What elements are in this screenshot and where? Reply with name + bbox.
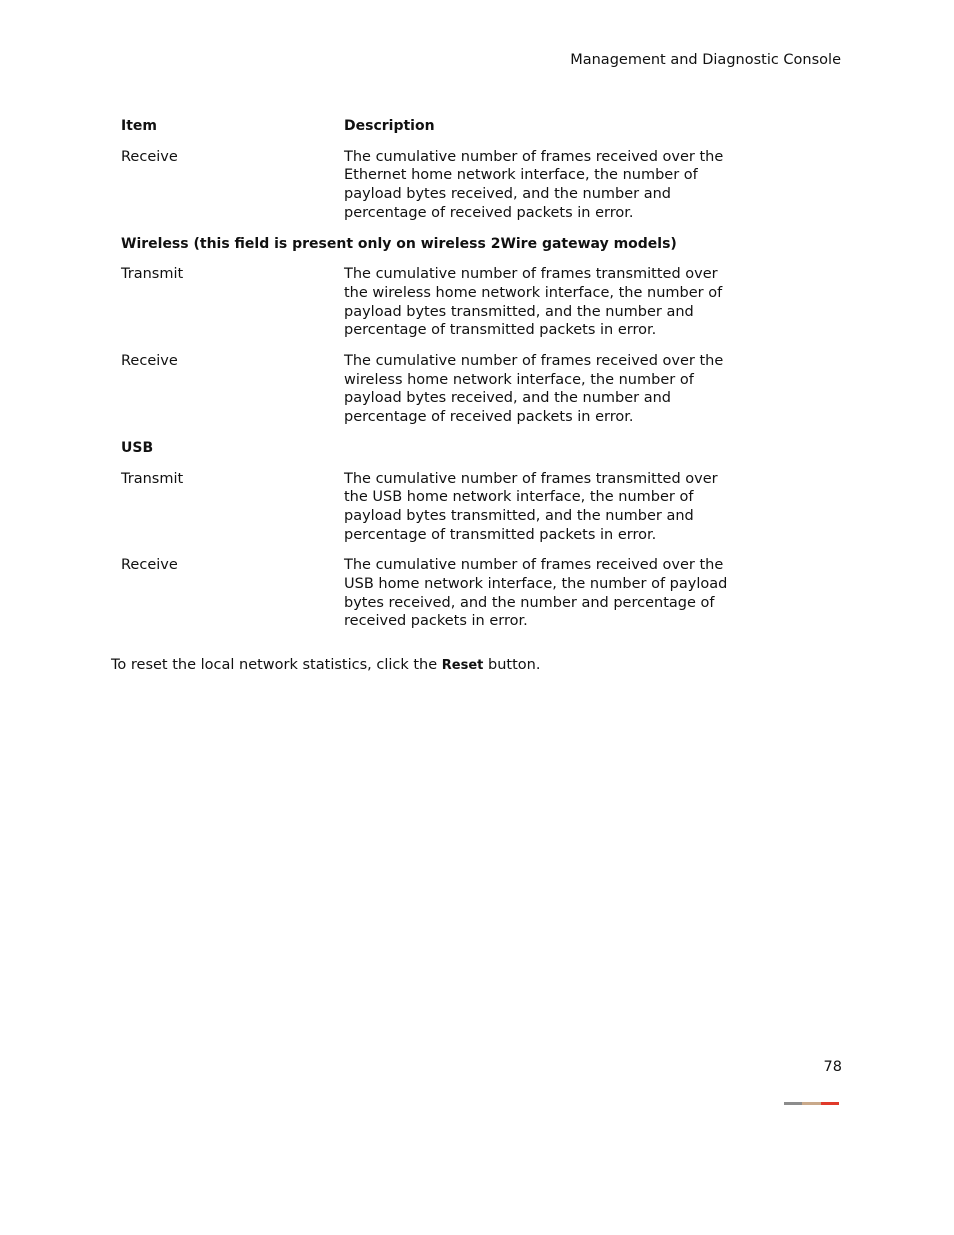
row-item-label: Receive: [121, 353, 178, 370]
row-description: The cumulative number of frames received over the USB home network interface, the number of payload bytes received, and the number and percentage of received packets in error.: [344, 557, 728, 630]
row-description: The cumulative number of frames transmitted over the wireless home network interface, the number of payload bytes transmitted, and the number and percentage of transmitted packets in error.: [344, 266, 723, 339]
page-number: 78: [823, 1059, 842, 1075]
reset-instruction-text-before: To reset the local network statistics, click the: [111, 657, 442, 673]
row-item-label: Receive: [121, 557, 178, 574]
row-item-label: Transmit: [121, 266, 184, 283]
bar-segment-tan: [802, 1102, 820, 1105]
section-heading-usb: USB: [121, 439, 154, 456]
decorative-color-bar: [784, 1102, 839, 1105]
bar-segment-gray: [784, 1102, 802, 1105]
table-row: [121, 148, 751, 223]
column-header-description: Description: [344, 118, 435, 134]
reset-instruction-text-after: button.: [483, 657, 541, 673]
section-heading-wireless: Wireless (this field is present only on wireless 2Wire gateway models): [121, 235, 677, 252]
column-header-item: Item: [121, 118, 157, 134]
reset-instruction: [111, 657, 540, 673]
row-item-label: Receive: [121, 148, 178, 165]
table-row: [121, 470, 751, 545]
table-header-row: [121, 117, 751, 136]
row-description: The cumulative number of frames received over the wireless home network interface, the number of payload bytes received, and the number and percentage of received packets in error.: [344, 353, 724, 426]
table-row: [121, 352, 751, 427]
table-row: [121, 265, 751, 340]
statistics-table: [121, 117, 751, 643]
row-description: The cumulative number of frames received over the Ethernet home network interface, the number of payload bytes received, and the number and percentage of received packets in error.: [344, 148, 724, 221]
row-item-label: Transmit: [121, 470, 184, 487]
page-header-title: Management and Diagnostic Console: [570, 52, 841, 68]
reset-button-reference: Reset: [441, 658, 484, 673]
table-row: [121, 556, 751, 631]
bar-segment-red: [821, 1102, 839, 1105]
row-description: The cumulative number of frames transmitted over the USB home network interface, the number of payload bytes transmitted, and the number and percentage of transmitted packets in error.: [344, 470, 718, 543]
